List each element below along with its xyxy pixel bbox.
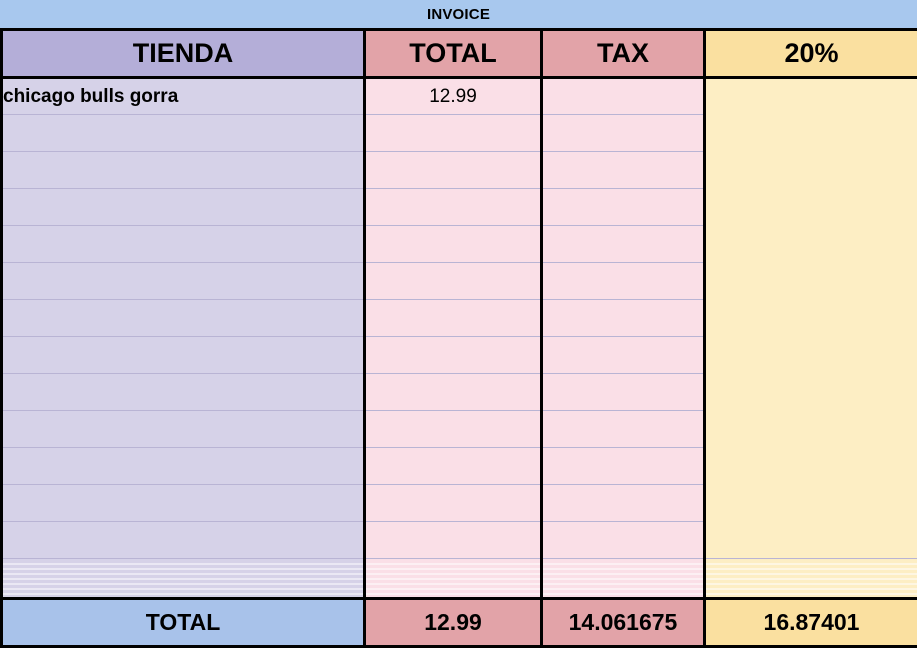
cell-total[interactable] <box>365 300 542 337</box>
cell-tax[interactable] <box>542 411 705 448</box>
total-percent[interactable]: 16.87401 <box>705 599 917 647</box>
collapsed-rows-tienda[interactable] <box>2 559 365 599</box>
cell-tienda[interactable] <box>2 522 365 559</box>
cell-tax[interactable] <box>542 374 705 411</box>
cell-tienda[interactable] <box>2 263 365 300</box>
cell-total[interactable] <box>365 374 542 411</box>
cell-tienda[interactable] <box>2 152 365 189</box>
cell-total[interactable] <box>365 485 542 522</box>
cell-total[interactable] <box>365 522 542 559</box>
cell-total[interactable] <box>365 189 542 226</box>
collapsed-rows-total[interactable] <box>365 559 542 599</box>
cell-total[interactable]: 12.99 <box>365 78 542 115</box>
cell-tienda[interactable] <box>2 226 365 263</box>
cell-tienda[interactable] <box>2 189 365 226</box>
total-tax[interactable]: 14.061675 <box>542 599 705 647</box>
collapsed-rows-percent[interactable] <box>705 559 917 599</box>
cell-tax[interactable] <box>542 337 705 374</box>
cell-percent-merged[interactable] <box>705 78 917 559</box>
cell-total[interactable] <box>365 337 542 374</box>
cell-total[interactable] <box>365 152 542 189</box>
total-row <box>2 599 917 647</box>
total-amount[interactable]: 12.99 <box>365 599 542 647</box>
cell-tienda[interactable] <box>2 448 365 485</box>
table-footer <box>2 599 917 647</box>
cell-total[interactable] <box>365 411 542 448</box>
collapsed-rows-tax[interactable] <box>542 559 705 599</box>
cell-tax[interactable] <box>542 485 705 522</box>
cell-tienda[interactable] <box>2 337 365 374</box>
document-title-band <box>0 0 917 28</box>
cell-tienda[interactable] <box>2 374 365 411</box>
cell-total[interactable] <box>365 226 542 263</box>
cell-tax[interactable] <box>542 522 705 559</box>
cell-tax[interactable] <box>542 189 705 226</box>
column-header-percent[interactable]: 20% <box>705 30 917 78</box>
cell-tienda[interactable] <box>2 411 365 448</box>
table-row <box>2 78 917 115</box>
cell-tax[interactable] <box>542 263 705 300</box>
cell-tax[interactable] <box>542 300 705 337</box>
cell-tax[interactable] <box>542 78 705 115</box>
table-header-row <box>2 30 917 78</box>
invoice-table <box>0 28 917 648</box>
column-header-tax[interactable]: TAX <box>542 30 705 78</box>
cell-tax[interactable] <box>542 448 705 485</box>
column-header-tienda[interactable]: TIENDA <box>2 30 365 78</box>
cell-tienda[interactable] <box>2 485 365 522</box>
cell-total[interactable] <box>365 263 542 300</box>
cell-tienda[interactable] <box>2 300 365 337</box>
cell-total[interactable] <box>365 115 542 152</box>
cell-tax[interactable] <box>542 226 705 263</box>
cell-tienda[interactable]: chicago bulls gorra <box>2 78 365 115</box>
cell-tax[interactable] <box>542 115 705 152</box>
table-body <box>2 78 917 599</box>
column-header-total[interactable]: TOTAL <box>365 30 542 78</box>
cell-tax[interactable] <box>542 152 705 189</box>
cell-total[interactable] <box>365 448 542 485</box>
total-label[interactable]: TOTAL <box>2 599 365 647</box>
page-title: INVOICE <box>426 5 491 23</box>
collapsed-rows-band[interactable] <box>2 559 917 599</box>
cell-tienda[interactable] <box>2 115 365 152</box>
